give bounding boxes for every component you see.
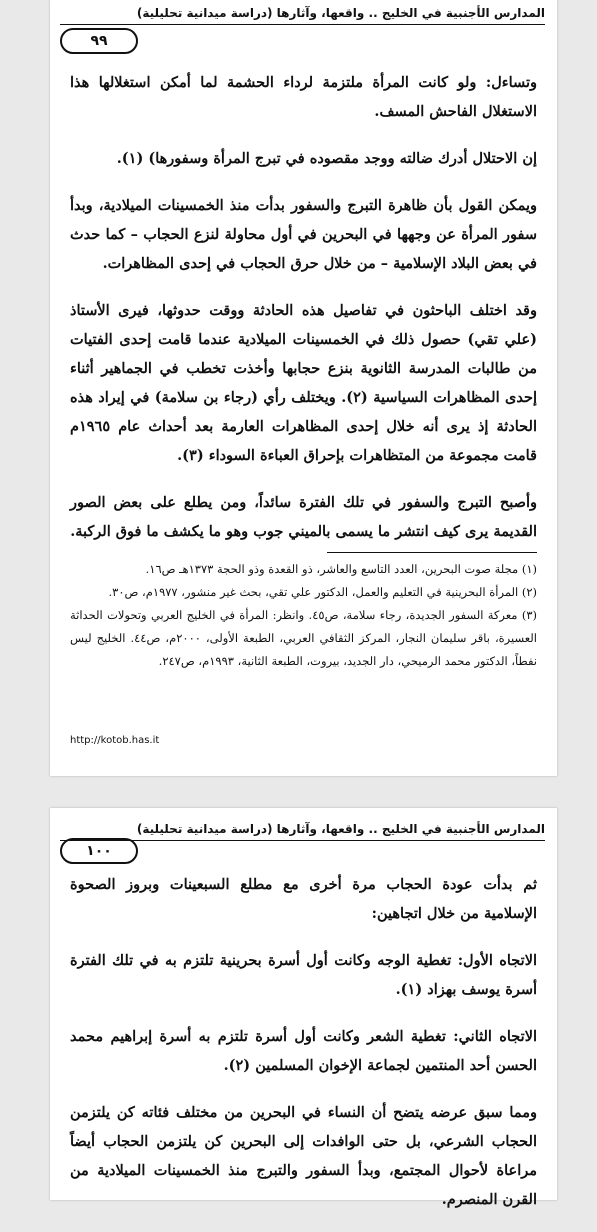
- running-header-title: المدارس الأجنبية في الخليج .. واقعها، وآثارها (دراسة ميدانية تحليلية): [136, 822, 545, 836]
- page-number-row: [60, 838, 545, 864]
- running-header: [60, 822, 545, 836]
- header-rule: [60, 24, 545, 25]
- paragraph: وتساءل: ولو كانت المرأة ملتزمة لرداء الحشمة لما أمكن استغلالها هذا الاستغلال الفاحش المسف.: [70, 74, 537, 120]
- paragraph: الاتجاه الأول: تغطية الوجه وكانت أول أسرة بحرينية تلتزم به في تلك الفترة أسرة يوسف بهزاد (١).: [70, 952, 537, 998]
- footnote: (٢) المرأة البحرينية في التعليم والعمل، الدكتور علي تقي، بحث غير منشور، ١٩٧٧م، ص٣٠.: [108, 585, 537, 599]
- source-url: http://kotob.has.it: [70, 735, 160, 746]
- footnote: (٣) معركة السفور الجديدة، رجاء سلامة، ص٤٥. وانظر: المرأة في الخليج العربي وتحولات الحداثة العسيرة، باقر سليمان النجار، المركز الثقافي العربي، الطبعة الأولى، ٢٠٠٠م، ص٤٤. الخليج ليس نفطاً، الدكتور محمد الرميحي، دار الجديد، بيروت، الطبعة الثانية، ١٩٩٣م، ص٢٤٧.: [70, 608, 537, 668]
- running-header: [60, 6, 545, 20]
- paragraph: ويمكن القول بأن ظاهرة التبرج والسفور بدأت منذ الخمسينات الميلادية، وبدأ سفور المرأة عن وجهها في البحرين في أول محاولة لنزع الحجاب – كما حدث في بعض البلاد الإسلامية – من خلال حرق الحجاب في إحدى المظاهرات.: [70, 197, 537, 272]
- page-number-row: [60, 28, 545, 54]
- footnote: (١) مجلة صوت البحرين، العدد التاسع والعاشر، ذو القعدة وذو الحجة ١٣٧٣هـ ص١٦.: [145, 562, 537, 576]
- page-body: [70, 870, 537, 1232]
- document-page-99: [50, 0, 557, 776]
- footnotes: [70, 558, 537, 673]
- footnote-separator: [327, 552, 537, 553]
- paragraph: ومما سبق عرضه يتضح أن النساء في البحرين من مختلف فئاته كن يلتزمن الحجاب الشرعي، بل حتى الوافدات إلى البحرين كن يلتزمن الحجاب أيضاً مراعاة لأحوال المجتمع، وبدأ السفور والتبرج منذ الخمسينات الميلادية من القرن المنصرم.: [70, 1104, 537, 1208]
- page-number-badge: ٩٩: [60, 28, 138, 54]
- paragraph: الاتجاه الثاني: تغطية الشعر وكانت أول أسرة تلتزم به أسرة إبراهيم محمد الحسن أحد المنتمين لجماعة الإخوان المسلمين (٢).: [70, 1028, 537, 1074]
- paragraph: وأصبح التبرج والسفور في تلك الفترة سائداً، ومن يطلع على بعض الصور القديمة يرى كيف انتشر ما يسمى بالميني جوب وهو ما يكشف ما فوق الركبة.: [70, 494, 537, 540]
- page-number-badge: ١٠٠: [60, 838, 138, 864]
- running-header-title: المدارس الأجنبية في الخليج .. واقعها، وآثارها (دراسة ميدانية تحليلية): [136, 6, 545, 20]
- paragraph: إن الاحتلال أدرك ضالته ووجد مقصوده في تبرج المرأة وسفورها) (١).: [116, 150, 537, 167]
- document-page-100: [50, 808, 557, 1208]
- paragraph: ثم بدأت عودة الحجاب مرة أخرى مع مطلع السبعينات وبروز الصحوة الإسلامية من خلال اتجاهين:: [70, 876, 537, 922]
- page-body: [70, 68, 537, 564]
- paragraph: وقد اختلف الباحثون في تفاصيل هذه الحادثة ووقت حدوثها، فيرى الأستاذ (علي تقي) حصول ذلك في الخمسينات الميلادية عندما قامت إحدى الفتيات من طالبات المدرسة الثانوية بنزع حجابها وأخذت تخطب في الجماهير أثناء إحدى المظاهرات السياسية (٢). ويختلف رأي (رجاء بن سلامة) في إيراد هذه الحادثة إذ يرى أنه خلال إحدى المظاهرات العارمة بعد أحداث عام ١٩٦٥م قامت مجموعة من المتظاهرات بإحراق العباءة السوداء (٣).: [70, 302, 537, 464]
